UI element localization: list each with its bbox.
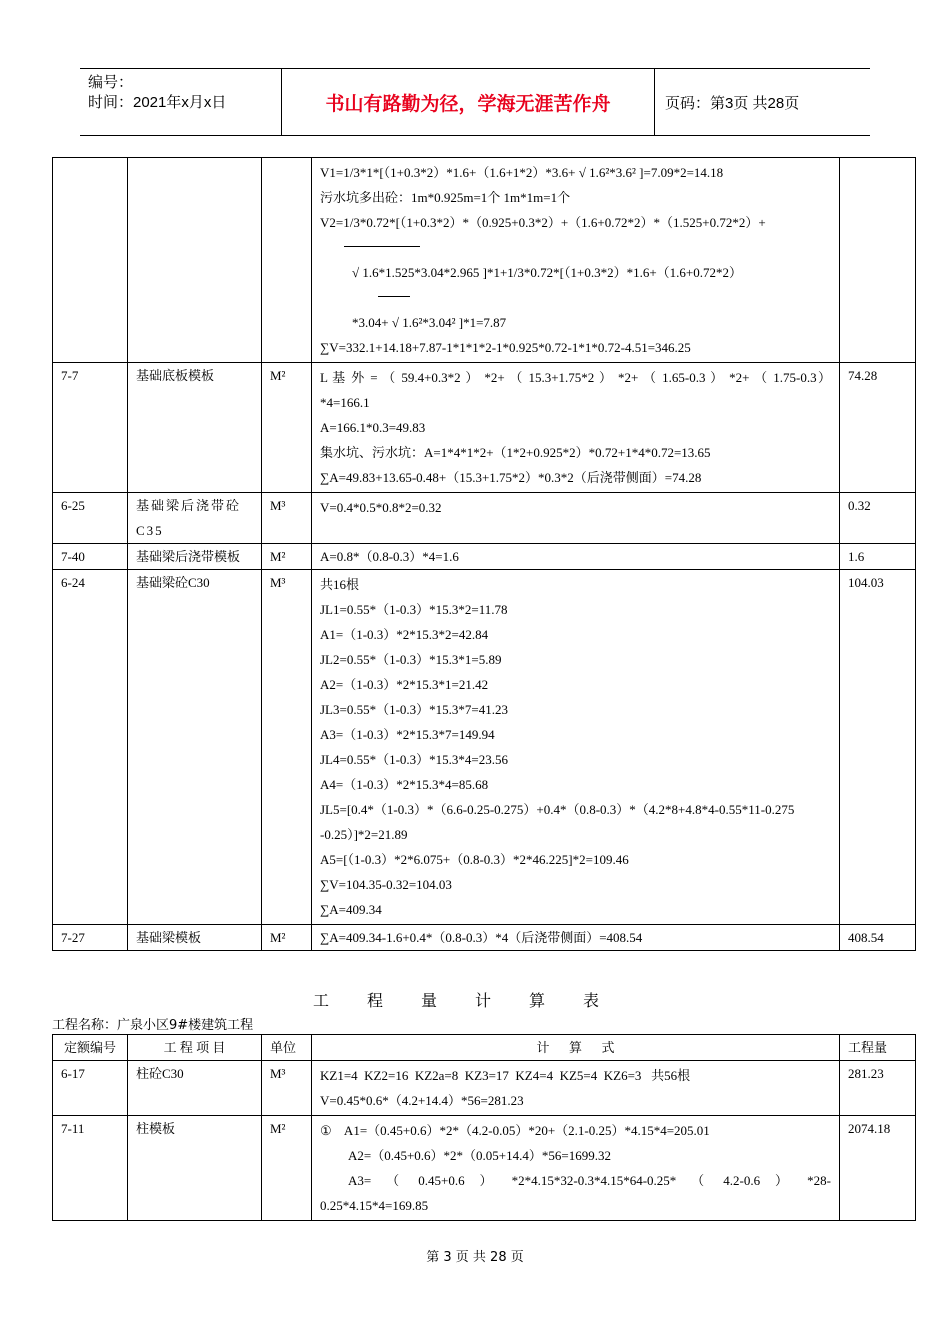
number-label: 编号： (88, 74, 134, 91)
qty-cell: 0.32 (840, 493, 916, 544)
formula-line: A1=（1-0.3）*2*15.3*2=42.84 (320, 627, 489, 642)
qty-cell: 104.03 (840, 570, 916, 925)
formula-line: A=166.1*0.3=49.83 (320, 420, 426, 435)
header-unit: 单位 (262, 1035, 312, 1061)
code-cell: 6-25 (53, 493, 128, 544)
formula-line: A3= （ 0.45+0.6 ） *2*4.15*32-0.3*4.15*64-0.25* （ 4.2-0.6 ） *28-0.25*4.15*4=169.85 (320, 1173, 831, 1213)
item-cell: 基础梁砼C30 (128, 570, 262, 925)
formula-line: A2=（1-0.3）*2*15.3*1=21.42 (320, 677, 489, 692)
project-name: 工程名称：广泉小区9#楼建筑工程 (52, 1018, 254, 1033)
page-header (80, 68, 870, 136)
unit-cell: M² (262, 363, 312, 493)
table-row (53, 1061, 916, 1116)
table-row (53, 925, 916, 951)
formula-line: V=0.45*0.6*（4.2+14.4）*56=281.23 (320, 1093, 524, 1108)
formula-line: JL2=0.55*（1-0.3）*15.3*1=5.89 (320, 652, 502, 667)
formula-line: *3.04+ √ 1.6²*3.04² ]*1=7.87 (352, 315, 507, 330)
formula-line: A2=（0.45+0.6）*2*（0.05+14.4）*56=1699.32 (348, 1148, 611, 1163)
formula-cell (312, 1116, 840, 1221)
header-item: 工 程 项 目 (128, 1035, 262, 1061)
item-cell: 基础梁后浇带砼C35 (128, 493, 262, 544)
qty-cell: 281.23 (840, 1061, 916, 1116)
item-cell: 基础梁后浇带模板 (128, 544, 262, 570)
formula-line: 污水坑多出砼：1m*0.925m=1个 1m*1m=1个 (320, 190, 571, 205)
formula-line: JL1=0.55*（1-0.3）*15.3*2=11.78 (320, 602, 508, 617)
formula-line: √ 1.6*1.525*3.04*2.965 ]*1+1/3*0.72*[（1+0.3*2）*1.6+（1.6+0.72*2） (352, 265, 742, 280)
formula-line: ∑V=332.1+14.18+7.87-1*1*1*2-1*0.925*0.72-1*1*0.72-4.51=346.25 (320, 340, 691, 355)
formula-line: ① A1=（0.45+0.6）*2*（4.2-0.05）*20+（2.1-0.25）*4.15*4=205.01 (320, 1123, 710, 1138)
formula-line: JL4=0.55*（1-0.3）*15.3*4=23.56 (320, 752, 508, 767)
unit-cell: M³ (262, 570, 312, 925)
formula-line: 集水坑、污水坑：A=1*4*1*2+（1*2+0.925*2）*0.72+1*4*0.72=13.65 (320, 445, 711, 460)
header-qty: 工程量 (840, 1035, 916, 1061)
formula-line: V2=1/3*0.72*[（1+0.3*2）*（0.925+0.3*2）+（1.6+0.72*2）*（1.525+0.72*2）+ (320, 215, 766, 230)
qty-cell: 74.28 (840, 363, 916, 493)
qty-cell: 408.54 (840, 925, 916, 951)
formula-line: V=0.4*0.5*0.8*2=0.32 (320, 500, 442, 515)
formula-cell (312, 925, 840, 951)
table-row (53, 493, 916, 544)
qty-cell: 2074.18 (840, 1116, 916, 1221)
page-footer: 第 3 页 共 28 页 (426, 1250, 524, 1265)
header-motto: 书山有路勤为径，学海无涯苦作舟 (282, 69, 655, 135)
header-code: 定额编号 (53, 1035, 128, 1061)
code-cell: 7-11 (53, 1116, 128, 1221)
formula-line: ∑V=104.35-0.32=104.03 (320, 877, 452, 892)
quantity-table (52, 1034, 916, 1221)
formula-line: -0.25）]*2=21.89 (320, 827, 408, 842)
formula-line: A4=（1-0.3）*2*15.3*4=85.68 (320, 777, 489, 792)
formula-cell (312, 158, 840, 363)
quantity-table-continued (52, 157, 916, 951)
formula-line: ∑A=409.34-1.6+0.4*（0.8-0.3）*4（后浇带侧面）=408.54 (320, 930, 643, 945)
item-cell: 基础梁模板 (128, 925, 262, 951)
code-cell: 7-40 (53, 544, 128, 570)
item-cell: 柱模板 (128, 1116, 262, 1221)
code-cell: 7-27 (53, 925, 128, 951)
item-cell: 柱砼C30 (128, 1061, 262, 1116)
table-row (53, 363, 916, 493)
header-formula: 计 算 式 (312, 1035, 840, 1061)
formula-line: ∑A=49.83+13.65-0.48+（15.3+1.75*2）*0.3*2（后浇带侧面）=74.28 (320, 470, 702, 485)
formula-line: V1=1/3*1*[（1+0.3*2）*1.6+（1.6+1*2）*3.6+ √ 1.6²*3.6² ]=7.09*2=14.18 (320, 165, 724, 180)
formula-cell (312, 493, 840, 544)
formula-line: ∑A=409.34 (320, 902, 382, 917)
radical-bar (320, 235, 831, 260)
formula-line: JL3=0.55*（1-0.3）*15.3*7=41.23 (320, 702, 508, 717)
formula-line: A5=[（1-0.3）*2*6.075+（0.8-0.3）*2*46.225]*2=109.46 (320, 852, 629, 867)
formula-line: JL5=[0.4*（1-0.3）*（6.6-0.25-0.275）+0.4*（0.8-0.3）*（4.2*8+4.8*4-0.55*11-0.275 (320, 802, 795, 817)
formula-line: A=0.8*（0.8-0.3）*4=1.6 (320, 549, 459, 564)
formula-line: 共16根 (320, 577, 360, 592)
time-label: 时间：2021年x月x日 (88, 94, 227, 111)
formula-cell (312, 363, 840, 493)
table-row (53, 158, 916, 363)
radical-bar (320, 285, 831, 310)
unit-cell: M² (262, 1116, 312, 1221)
table-header-row (53, 1035, 916, 1061)
table-row (53, 544, 916, 570)
qty-cell: 1.6 (840, 544, 916, 570)
section-title: 工程量计算表 (312, 991, 637, 1010)
unit-cell: M³ (262, 1061, 312, 1116)
unit-cell: M³ (262, 493, 312, 544)
header-page-info: 页码：第3页 共28页 (665, 94, 800, 112)
formula-cell (312, 1061, 840, 1116)
code-cell: 6-17 (53, 1061, 128, 1116)
unit-cell: M² (262, 925, 312, 951)
item-cell: 基础底板模板 (128, 363, 262, 493)
formula-cell (312, 544, 840, 570)
table-row (53, 570, 916, 925)
formula-line: KZ1=4 KZ2=16 KZ2a=8 KZ3=17 KZ4=4 KZ5=4 KZ6=3 共56根 (320, 1068, 691, 1083)
code-cell: 6-24 (53, 570, 128, 925)
formula-line: L 基 外 = （ 59.4+0.3*2 ） *2+ （ 15.3+1.75*2 ） *2+ （ 1.65-0.3 ） *2+ （ 1.75-0.3）*4=166.1 (320, 370, 831, 410)
table-row (53, 1116, 916, 1221)
header-meta (80, 69, 282, 135)
code-cell: 7-7 (53, 363, 128, 493)
formula-line: A3=（1-0.3）*2*15.3*7=149.94 (320, 727, 495, 742)
unit-cell: M² (262, 544, 312, 570)
formula-cell (312, 570, 840, 925)
